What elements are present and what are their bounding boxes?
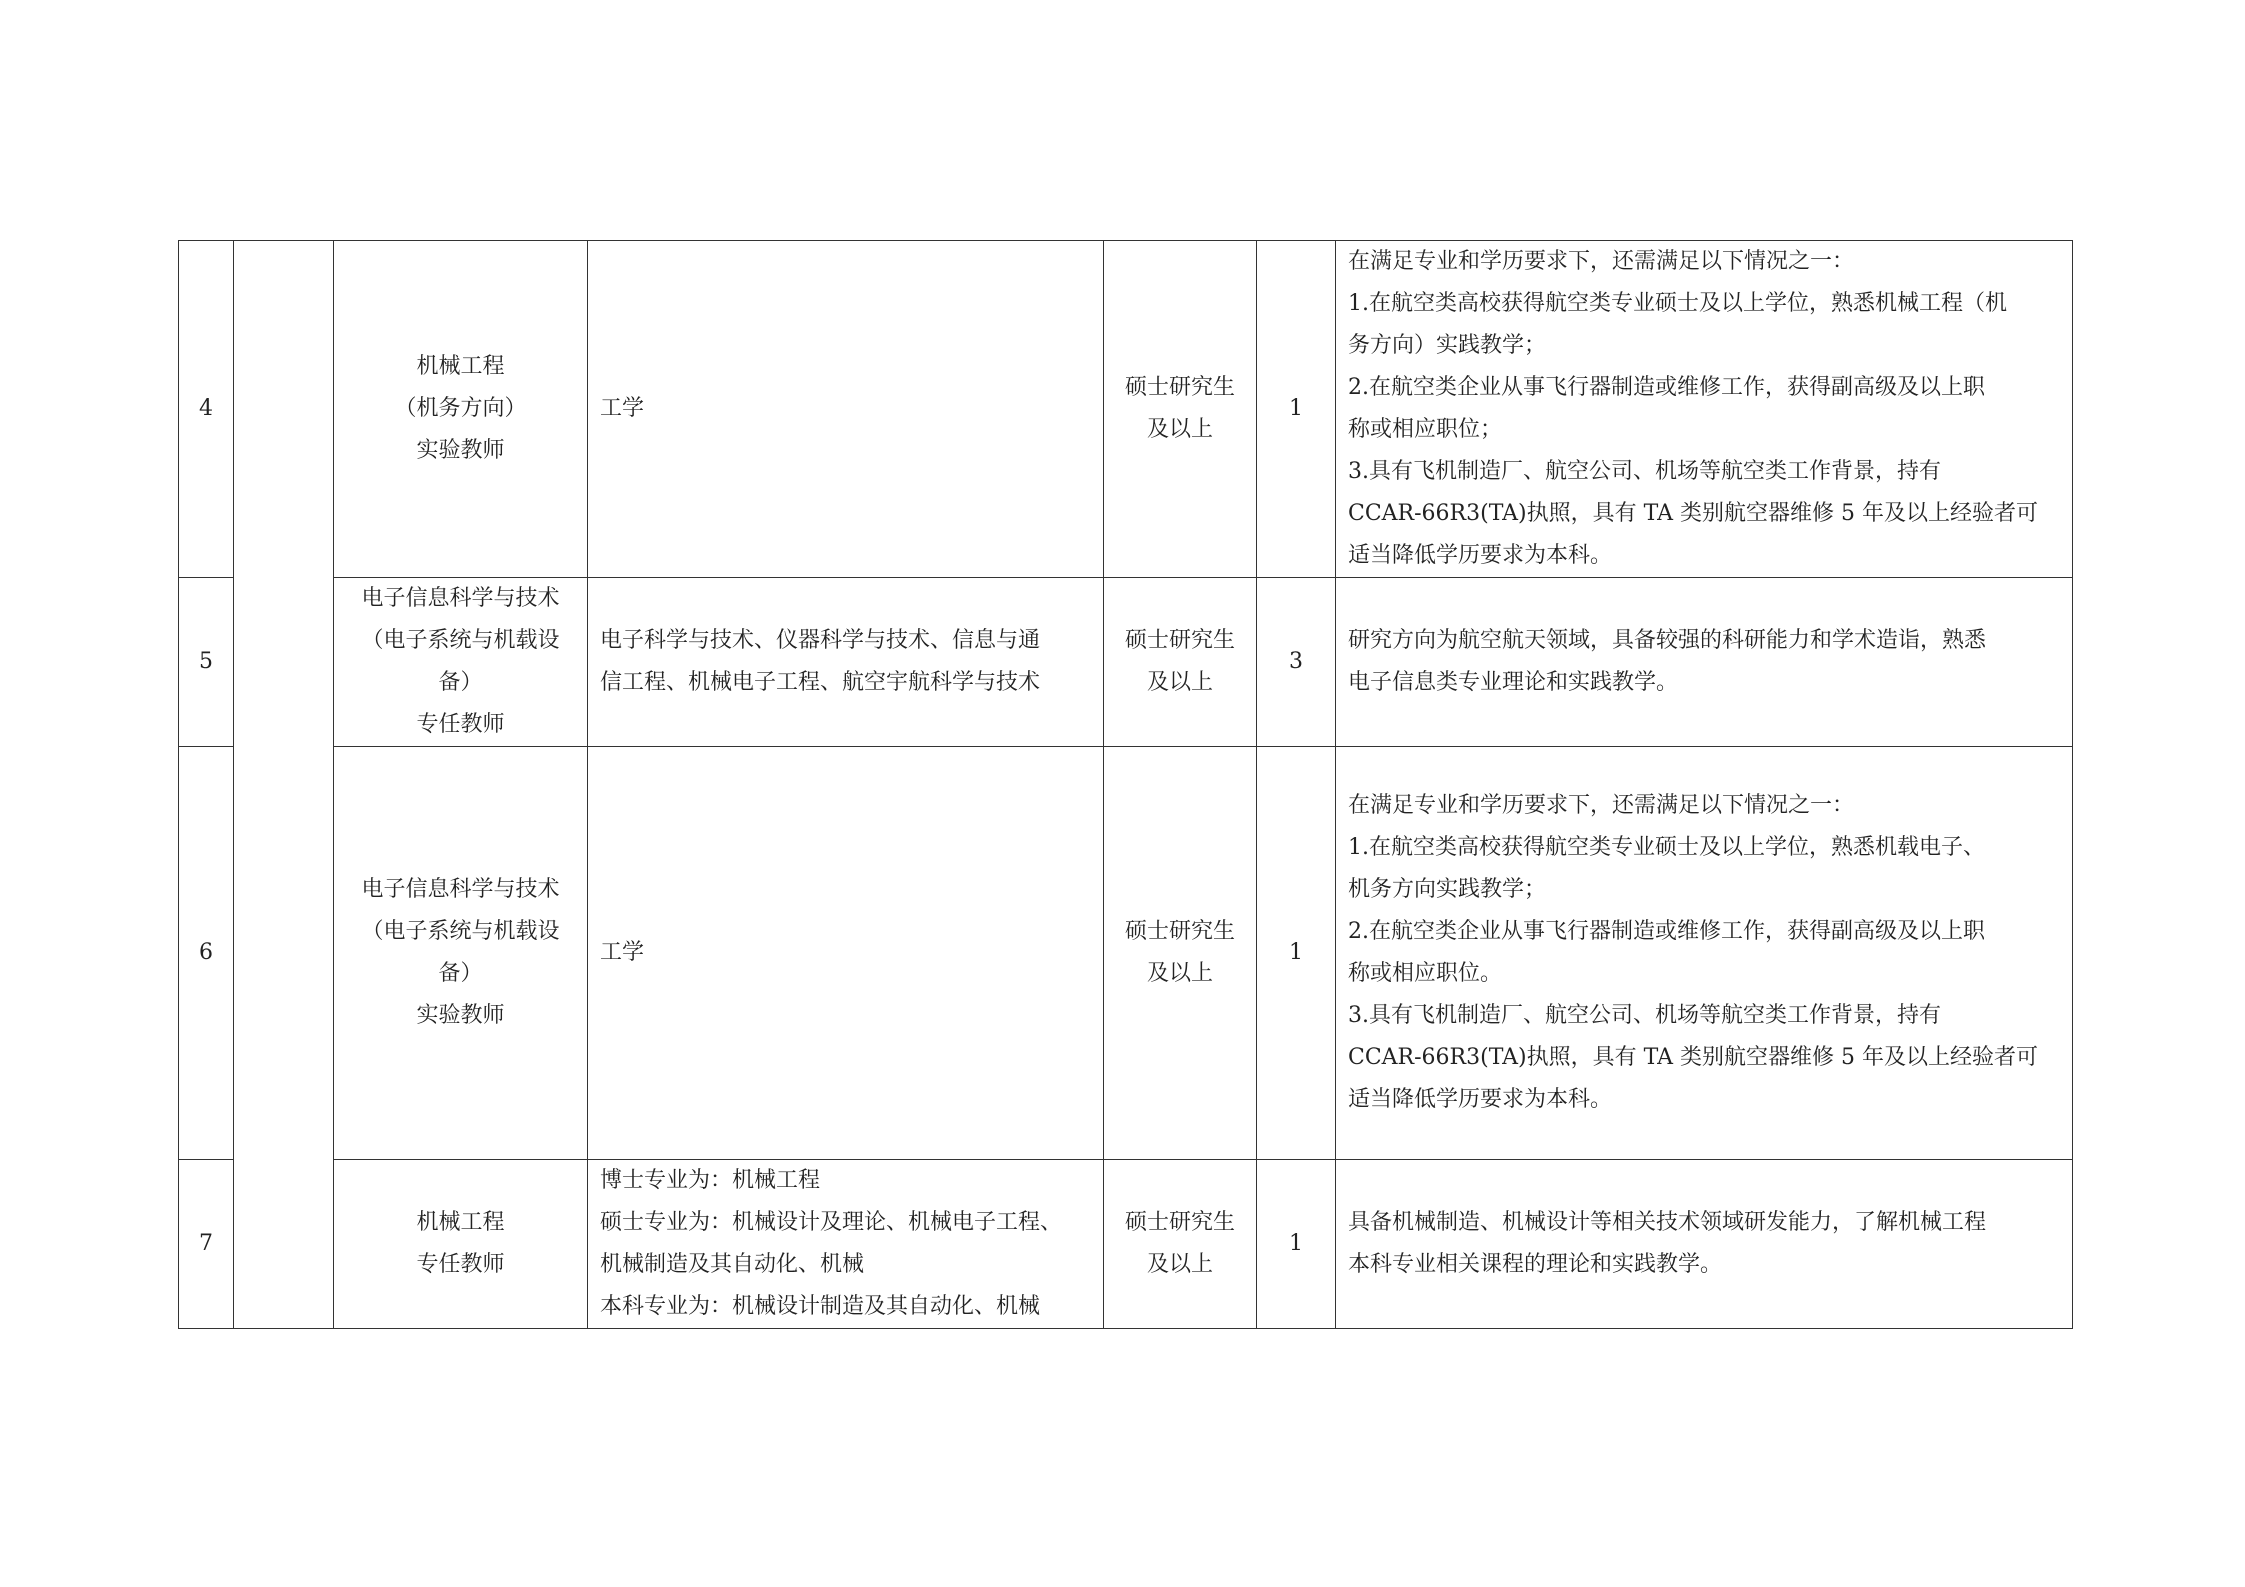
row-number: 4	[179, 241, 234, 578]
requirements-cell: 在满足专业和学历要求下，还需满足以下情况之一： 1.在航空类高校获得航空类专业硕士及以上学位，熟悉机载电子、 机务方向实践教学； 2.在航空类企业从事飞行器制造或维修工作，获得副高级及以上职 称或相应职位。 3.具有飞机制造厂、航空公司、机场等航空类工作背景，持有 CCAR-66R3(TA)执照，具有 TA 类别航空器维修 5 年及以上经验者可 适当降低学历要求为本科。	[1336, 747, 2073, 1160]
requirements-cell: 在满足专业和学历要求下，还需满足以下情况之一： 1.在航空类高校获得航空类专业硕士及以上学位，熟悉机械工程（机 务方向）实践教学； 2.在航空类企业从事飞行器制造或维修工作，获得副高级及以上职 称或相应职位； 3.具有飞机制造厂、航空公司、机场等航空类工作背景，持有 CCAR-66R3(TA)执照，具有 TA 类别航空器维修 5 年及以上经验者可 适当降低学历要求为本科。	[1336, 241, 2073, 578]
education-cell: 硕士研究生 及以上	[1104, 578, 1257, 747]
major-cell: 电子科学与技术、仪器科学与技术、信息与通 信工程、机械电子工程、航空宇航科学与技术	[588, 578, 1104, 747]
row-number: 7	[179, 1160, 234, 1329]
post-name-cell: 电子信息科学与技术 （电子系统与机载设 备） 实验教师	[334, 747, 588, 1160]
major-cell: 博士专业为：机械工程 硕士专业为：机械设计及理论、机械电子工程、 机械制造及其自动化、机械 本科专业为：机械设计制造及其自动化、机械	[588, 1160, 1104, 1329]
post-name-cell: 电子信息科学与技术 （电子系统与机载设 备） 专任教师	[334, 578, 588, 747]
recruitment-table	[178, 240, 2073, 1329]
education-cell: 硕士研究生 及以上	[1104, 1160, 1257, 1329]
requirements-cell: 研究方向为航空航天领域，具备较强的科研能力和学术造诣，熟悉 电子信息类专业理论和实践教学。	[1336, 578, 2073, 747]
headcount-cell: 3	[1257, 578, 1336, 747]
headcount-cell: 1	[1257, 747, 1336, 1160]
education-cell: 硕士研究生 及以上	[1104, 241, 1257, 578]
headcount-cell: 1	[1257, 241, 1336, 578]
table-row	[179, 1160, 2073, 1329]
major-cell: 工学	[588, 747, 1104, 1160]
headcount-cell: 1	[1257, 1160, 1336, 1329]
requirements-cell: 具备机械制造、机械设计等相关技术领域研发能力，了解机械工程 本科专业相关课程的理论和实践教学。	[1336, 1160, 2073, 1329]
post-name-cell: 机械工程 专任教师	[334, 1160, 588, 1329]
education-cell: 硕士研究生 及以上	[1104, 747, 1257, 1160]
table-row	[179, 578, 2073, 747]
post-name-cell: 机械工程 （机务方向） 实验教师	[334, 241, 588, 578]
table-row	[179, 747, 2073, 1160]
row-number: 5	[179, 578, 234, 747]
merged-department-cell	[234, 241, 334, 1329]
row-number: 6	[179, 747, 234, 1160]
table-row	[179, 241, 2073, 578]
major-cell: 工学	[588, 241, 1104, 578]
